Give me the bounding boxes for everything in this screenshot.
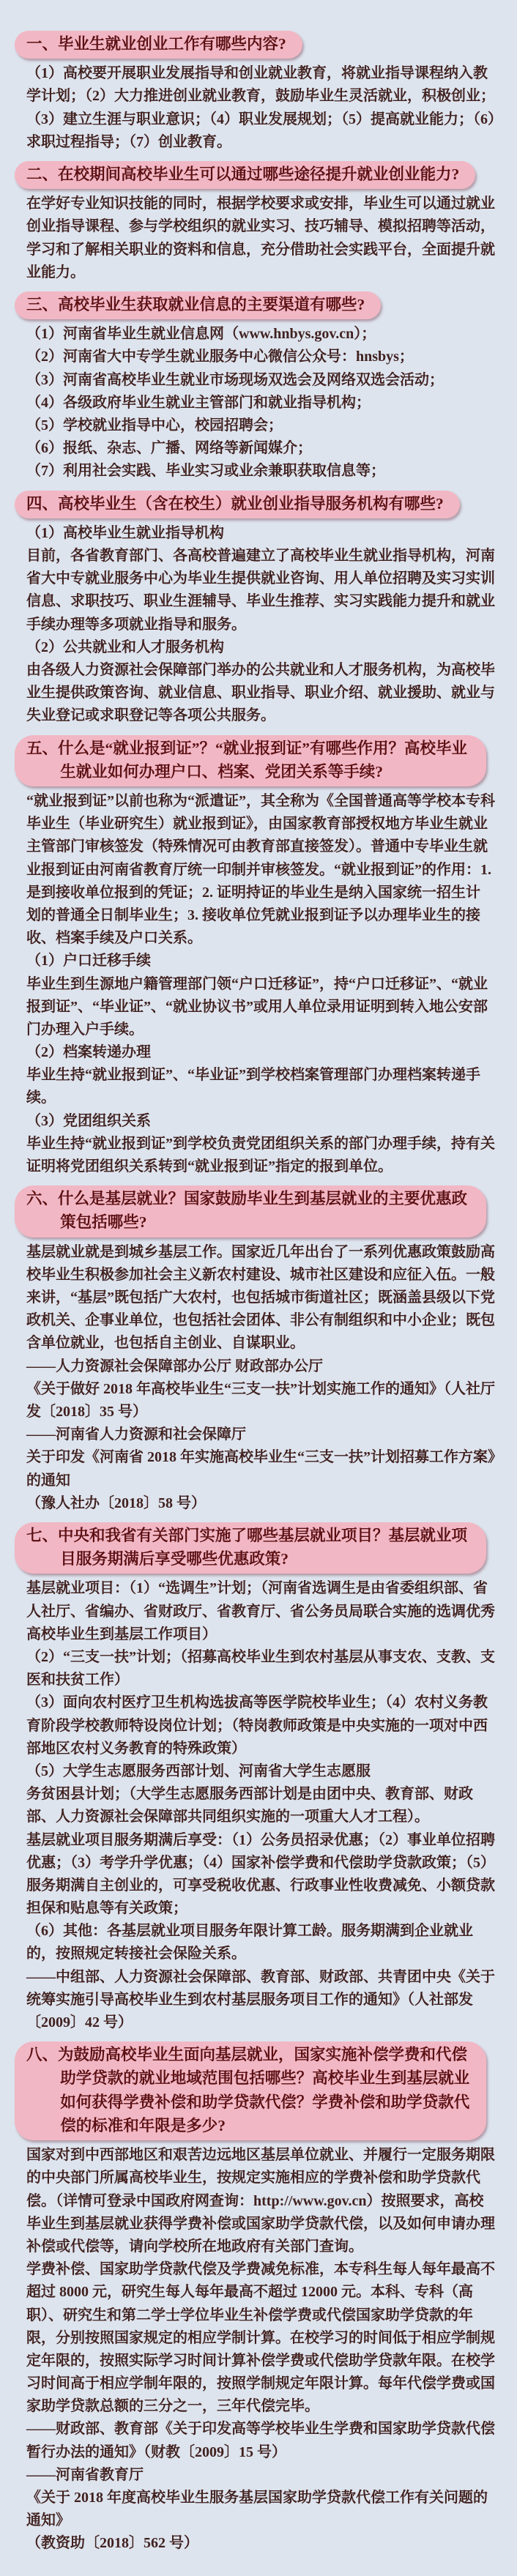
paragraph: （4）各级政府毕业生就业主管部门和就业指导机构； [26, 394, 371, 411]
section-header-pill [15, 1185, 486, 1237]
section-number: 二、 [26, 165, 59, 183]
section-body [26, 323, 498, 483]
section-title: 在校期间高校毕业生可以通过哪些途径提升就业创业能力? [58, 165, 460, 183]
paragraph: ——河南省人力资源和社会保障厅 [26, 1426, 246, 1443]
section-body [26, 790, 498, 1178]
section-body [26, 193, 498, 284]
section-header-pill [15, 735, 486, 787]
section-header-pill [15, 161, 475, 189]
faq-section [26, 155, 498, 284]
section-header-pill [15, 291, 381, 319]
section-header-pill [15, 1522, 486, 1574]
paragraph: 《关于做好 2018 年高校毕业生“三支一扶”计划实施工作的通知》（人社厅发〔2018〕35 号） [26, 1380, 495, 1420]
paragraph: ——河南省教育厅 [26, 2466, 144, 2483]
section-title: 中央和我省有关部门实施了哪些基层就业项目？基层就业项目服务期满后享受哪些优惠政策? [58, 1526, 468, 1568]
section-header-pill [15, 31, 302, 59]
section-header-text [26, 737, 470, 784]
paragraph: 《关于 2018 年度高校毕业生服务基层国家助学贷款代偿工作有关问题的通知》 [26, 2490, 488, 2529]
paragraph: 毕业生到生源地户籍管理部门领“户口迁移证”，持“户口迁移证”、“就业报到证”、“毕业证”、“就业协议书”或用人单位录用证明到转入地公安部门办理入户手续。 [26, 975, 488, 1038]
paragraph: （3）河南省高校毕业生就业市场现场双选会及网络双选会活动； [26, 371, 444, 388]
paragraph: 基层就业项目服务期满后享受：（1）公务员招录优惠；（2）事业单位招聘优惠；（3）考学升学优惠；（4）国家补偿学费和代偿助学贷款政策；（5）服务期满自主创业的，可享受税收优惠、行政事业性收费减免、小额贷款担保和贴息等有关政策； [26, 1831, 495, 1917]
section-header-pill [15, 2041, 486, 2140]
paragraph: （1）高校要开展职业发展指导和创业就业教育，将就业指导课程纳入教学计划；（2）大力推进创业就业教育，鼓励毕业生灵活就业，积极创业；（3）建立生涯与职业意识；（4）职业发展规划；（5）提高就业能力；（6）求职过程指导；（7）创业教育。 [26, 65, 495, 150]
section-number: 八、 [26, 2046, 59, 2064]
faq-list [26, 25, 498, 2555]
paragraph: （1）河南省毕业生就业信息网（www.hnbys.gov.cn）； [26, 326, 376, 343]
paragraph: （2）河南省大中专学生就业服务中心微信公众号：hnsbys； [26, 349, 414, 365]
section-body [26, 522, 498, 728]
section-number: 四、 [26, 494, 59, 513]
faq-section [26, 485, 498, 728]
paragraph: （1）高校毕业生就业指导机构 [26, 524, 224, 541]
faq-section [26, 2036, 498, 2555]
section-body [26, 62, 498, 154]
faq-section [26, 1180, 498, 1515]
paragraph: 国家对到中西部地区和艰苦边远地区基层单位就业、并履行一定服务期限的中央部门所属高校毕业生，按规定实施相应的学费补偿和助学贷款代偿。（详情可登录中国政府网查询：http://www.gov.cn）按照要求，高校毕业生到基层就业获得学费补偿或国家助学贷款代偿，以及如何申请办理补偿或代偿等，请向学校所在地政府有关部门查询。 [26, 2147, 495, 2255]
paragraph: “就业报到证”以前也称为“派遣证”，其全称为《全国普通高等学校本专科毕业生（毕业研究生）就业报到证》，由国家教育部授权地方毕业生就业主管部门审核签发（特殊情况可由教育部直接签发）。普通中专毕业生就业报到证由河南省教育厅统一印制并审核签发。“就业报到证”的作用：1. 是到接收单位报到的凭证；2. 证明持证的毕业生是纳入国家统一招生计 [26, 793, 495, 901]
paragraph: 务贫困县计划；（大学生志愿服务西部计划是由团中央、教育部、财政部、人力资源社会保障部共同组织实施的一项重大人才工程）。 [26, 1786, 473, 1825]
paragraph: （7）利用社会实践、毕业实习或业余兼职获取信息等； [26, 463, 385, 480]
section-header-text [26, 293, 365, 316]
paragraph: 学费补偿、国家助学贷款代偿及学费减免标准，本专科生每人每年最高不超过 8000 元，研究生每人每年最高不超过 12000 元。本科、专科（高职）、研究生和第二学士学位毕业生补偿学费或代偿国家助学贷款的年限，分别按照国家规定的相应学制计算。在校学习的时间低于相应学制规定年限的，按照实际学习时间计算补偿学费或代偿助学贷款年限。在校学习时间高于相应学制年限的，按照学制规定年限计算。每年代偿学费或国家助学贷款总额的三分之一，三年代偿完毕。 [26, 2261, 495, 2415]
section-body [26, 1241, 498, 1515]
section-title: 什么是“就业报到证”？“就业报到证”有哪些作用？高校毕业生就业如何办理户口、档案、党团关系等手续? [58, 739, 468, 781]
paragraph: （豫人社办〔2018〕58 号） [26, 1494, 206, 1511]
paragraph: （3）面向农村医疗卫生机构选拔高等医学院校毕业生；（4）农村义务教育阶段学校教师特设岗位计划；（特岗教师政策是中央实施的一项对中西部地区农村义务教育的特殊政策） [26, 1694, 488, 1757]
section-title: 毕业生就业创业工作有哪些内容? [58, 35, 286, 53]
section-body [26, 1577, 498, 2034]
paragraph: ——财政部、教育部《关于印发高等学校毕业生学费和国家助学贷款代偿暂行办法的通知》（财教〔2009〕15 号） [26, 2421, 495, 2460]
paragraph: 基层就业就是到城乡基层工作。国家近几年出台了一系列优惠政策鼓励高校毕业生积极参加社会主义新农村建设、城市社区建设和应征入伍。一般来讲，“基层”既包括广大农村，也包括城市街道社区；既涵盖县级以下党政机关、企事业单位，也包括社会团体、非公有制组织和中小企业；既包含单位就业，也包括自主创业、自谋职业。 [26, 1243, 495, 1352]
paragraph: （教资助〔2018〕562 号） [26, 2535, 198, 2552]
paragraph: 在学好专业知识技能的同时，根据学校要求或安排，毕业生可以通过就业创业指导课程、参与学校组织的就业实习、技巧辅导、模拟招聘等活动，学习和了解相关职业的资料和信息，充分借助社会实践平台，全面提升就业能力。 [26, 196, 495, 280]
faq-section [26, 729, 498, 1179]
paragraph: 毕业生持“就业报到证”、“毕业证”到学校档案管理部门办理档案转递手续。 [26, 1067, 480, 1106]
paragraph: （1）户口迁移手续 [26, 953, 151, 969]
paragraph: （3）党团组织关系 [26, 1112, 151, 1129]
paragraph: （6）报纸、杂志、广播、网络等新闻媒介； [26, 440, 312, 457]
paragraph: 划的普通全日制毕业生；3. 接收单位凭就业报到证予以办理毕业生的接收、档案手续及户口关系。 [26, 907, 480, 947]
paragraph: （2）“三支一扶”计划；（招募高校毕业生到农村基层从事支农、支教、支医和扶贫工作） [26, 1649, 495, 1689]
section-body [26, 2144, 498, 2555]
section-number: 一、 [26, 35, 59, 53]
paragraph: 毕业生持“就业报到证”到学校负责党团组织关系的部门办理手续，持有关证明将党团组织关系转到“就业报到证”指定的报到单位。 [26, 1135, 495, 1175]
section-number: 三、 [26, 296, 59, 313]
paragraph: 目前，各省教育部门、各高校普遍建立了高校毕业生就业指导机构，河南省大中专就业服务中心为毕业生提供就业咨询、用人单位招聘及实习实训信息、求职技巧、职业生涯辅导、毕业生推荐、实习实践能力提升和就业手续办理等多项就业指导和服务。 [26, 548, 495, 633]
section-title: 什么是基层就业？国家鼓励毕业生到基层就业的主要优惠政策包括哪些? [58, 1190, 468, 1232]
paragraph: （2）档案转递办理 [26, 1044, 151, 1061]
paragraph: 基层就业项目：（1）“选调生”计划；（河南省选调生是由省委组织部、省人社厅、省编办、省财政厅、省教育厅、省公务员局联合实施的选调优秀高校毕业生到基层工作项目） [26, 1580, 495, 1642]
section-title: 高校毕业生获取就业信息的主要渠道有哪些? [58, 296, 365, 313]
section-header-text [26, 163, 459, 186]
faq-section [26, 25, 498, 154]
section-header-text [26, 1524, 470, 1571]
section-header-pill [15, 491, 460, 518]
paragraph: （5）学校就业指导中心，校园招聘会； [26, 417, 283, 433]
paragraph: （5）大学生志愿服务西部计划、河南省大学生志愿服 [26, 1762, 371, 1779]
paragraph: ——人力资源社会保障部办公厅 财政部办公厅 [26, 1358, 323, 1374]
paragraph: （6）其他：各基层就业项目服务年限计算工龄。服务期满到企业就业的，按照规定转接社会保险关系。 [26, 1923, 473, 1962]
paragraph: ——中组部、人力资源社会保障部、教育部、财政部、共青团中央《关于统筹实施引导高校毕业生到农村基层服务项目工作的通知》（人社部发〔2009〕42 号） [26, 1968, 495, 2030]
faq-section [26, 1516, 498, 2034]
paragraph: 由各级人力资源社会保障部门举办的公共就业和人才服务机构，为高校毕业生提供政策咨询、就业信息、职业指导、职业介绍、就业援助、就业与失业登记或求职登记等各项公共服务。 [26, 661, 495, 724]
section-number: 七、 [26, 1526, 59, 1544]
faq-section [26, 286, 498, 483]
paragraph: （2）公共就业和人才服务机构 [26, 639, 224, 655]
paragraph: 关于印发《河南省 2018 年实施高校毕业生“三支一扶”计划招募工作方案》的通知 [26, 1449, 495, 1489]
section-header-text [26, 2043, 470, 2137]
section-number: 六、 [26, 1190, 59, 1208]
section-header-text [26, 492, 444, 515]
section-header-text [26, 32, 286, 56]
section-title: 高校毕业生（含在校生）就业创业指导服务机构有哪些? [58, 494, 444, 513]
section-header-text [26, 1187, 470, 1235]
section-number: 五、 [26, 739, 59, 757]
section-title: 为鼓励高校毕业生面向基层就业，国家实施补偿学费和代偿助学贷款的就业地域范围包括哪些？高校毕业生到基层就业如何获得学费补偿和助学贷款代偿？学费补偿和助学贷款代偿的标准和年限是多少? [58, 2046, 470, 2134]
